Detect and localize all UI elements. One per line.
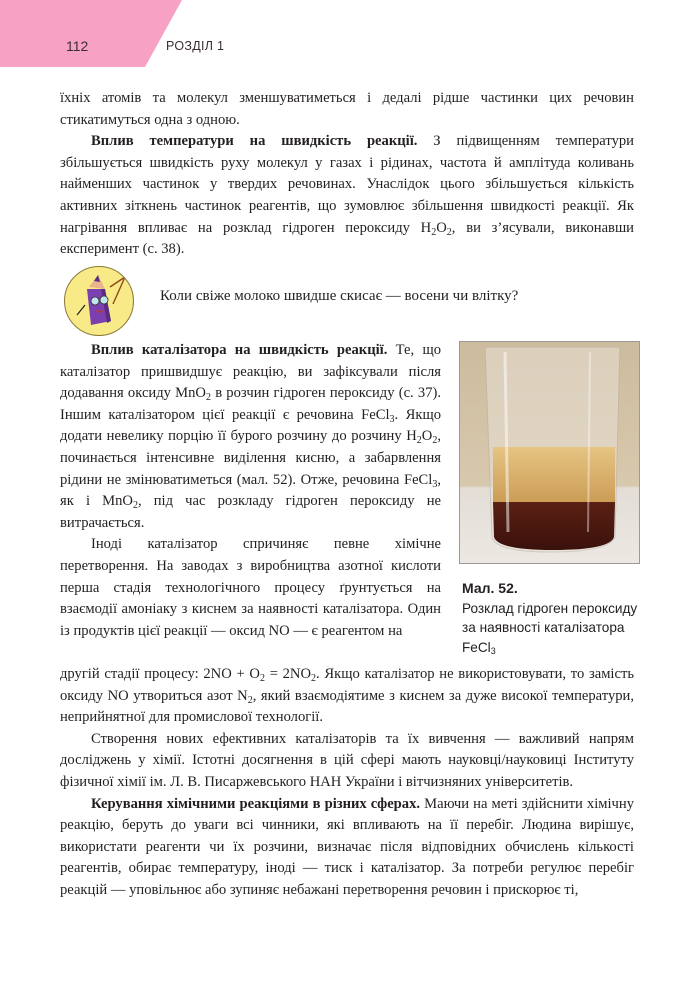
paragraph-temperature: Вплив температури на швидкість реакції. З підвищенням температури збільшується швидкість руху молекул у газах і рідинах, частота й амплітуда коливань найменших частинок у твердих речовинах. Унаслідок цього збільшується кількість активних зіткнень частинок реагентів, що зумовлює збільшення швидкості реакції. Як нагрівання впливає на розклад гідроген пероксиду $H_2O_2$, ви з’ясували, виконавши експеримент (с. 38). (60, 133, 634, 258)
question-text: Коли свіже молоко швидше скисає — восени чи влітку? (160, 288, 519, 304)
pencil-mascot-icon (64, 266, 134, 336)
figure-label: Мал. 52. (462, 580, 518, 596)
page-number: 112 (66, 38, 89, 54)
text-block-nitric-acid (60, 664, 634, 902)
paragraph-control: Керування хімічними реакціями в різних сферах. Маючи на меті здійснити хімічну реакцію, беруть до уваги всі чинники, які впливають на її перебіг. Людина вирішує, використати реагенти чи їх розчини, визначає після відповідних обчислень кількості реагентів, обирає температуру, іноді — тиск і каталізатор. За потреби регулює перебіг реакцій — уповільнює або зупиняє небажані перетворення речовин і прискорює ті, (60, 795, 634, 898)
text-block-catalyst (60, 340, 441, 642)
paragraph: Іноді каталізатор спричиняє певне хімічне перетворення. На заводах з виробництва азотної кислоти перша стадія технологічного процесу ґрунтується на взаємодії амоніаку з киснем за наявності каталізатора. Один із продуктів цієї реакції — оксид NO — є реагентом на (60, 536, 441, 639)
header-accent-band (0, 0, 182, 67)
figure-photo-beaker (459, 341, 640, 564)
paragraph-heading: Вплив каталізатора на швидкість реакції. (91, 342, 388, 358)
paragraph-catalyst: Вплив каталізатора на швидкість реакції. Те, що каталізатор пришвидшує реакцію, ви зафіксували після додавання оксиду MnO$_2$ в розчин гідроген пероксиду (с. 37). Іншим каталізатором цієї реакції є речовина FeCl$_3$. Якщо додати невелику порцію її бурого розчину до розчину $H_2O_2$, починається інтенсивне виділення кисню, а забарвлення рідини не змінюватиметься (мал. 52). Отже, речовина FeCl$_3$, як і MnO$_2$, під час розкладу гідроген пероксиду не витрачається. (60, 342, 442, 531)
paragraph-heading: Керування хімічними реакціями в різних сферах. (91, 795, 421, 812)
paragraph: другій стадії процесу: $2NO + O_2 = 2NO_2$. Якщо каталізатор не використовувати, то замість оксиду NO утвориться азот $N_2$, який взаємодіятиме з киснем за дуже високої температури, неприйнятної для промислової технології. (60, 666, 634, 726)
paragraph: Створення нових ефективних каталізаторів та їх вивчення — важливий напрям досліджень у хімії. Істотні досягнення в цій сфері мають науковці/науковиці Інституту фізичної хімії ім. Л. В. Писаржевського НАН України і вітчизняних університетів. (60, 730, 634, 790)
paragraph-heading: Вплив температури на швидкість реакції. (91, 133, 418, 150)
figure-caption-text: Розклад гідроген пероксиду за наявності каталізатора FeCl (462, 600, 638, 655)
paragraph: їхніх атомів та молекул зменшуватиметься і дедалі рідше частинки цих речовин стикатимуться одна з одною. (60, 90, 634, 128)
question-callout (64, 266, 644, 338)
text-block-temperature (60, 88, 634, 261)
section-title: РОЗДІЛ 1 (166, 39, 225, 53)
figure-caption: Мал. 52. Розклад гідроген пероксиду за наявності каталізатора FeCl$_3$ (462, 579, 652, 657)
